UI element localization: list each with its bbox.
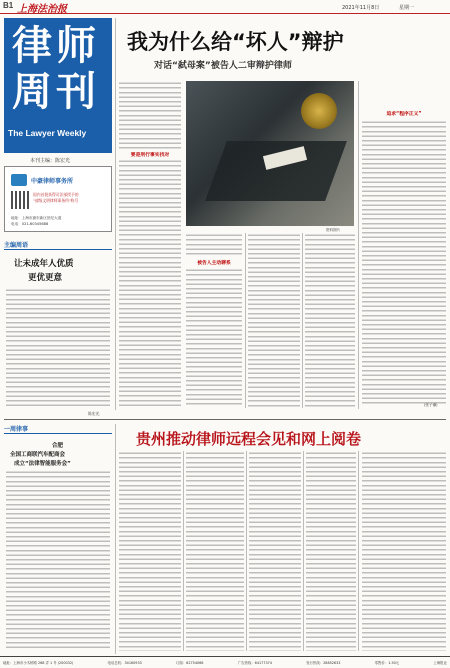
ad-line-4: 电话：021-60345688 xyxy=(11,222,49,226)
header-bar xyxy=(0,0,450,14)
sidebar-author: 陈宏光 xyxy=(88,411,100,416)
footer-printer: 上海报业 xyxy=(433,661,447,665)
photo-seal-icon xyxy=(301,93,337,129)
bottom-article-col-1 xyxy=(119,451,181,651)
ad-line-2: "部级文明律师事务所"称号 xyxy=(33,198,79,203)
main-article-col-4 xyxy=(305,233,355,407)
main-article-col-2 xyxy=(186,233,242,255)
ad-logo-icon xyxy=(11,174,27,186)
masthead-box xyxy=(4,18,112,153)
main-article-col-1 xyxy=(119,81,181,149)
footer-phone: 电话总机：34160933 xyxy=(107,661,142,665)
news-brief-headline-2: 成立“法律智能服务会” xyxy=(14,461,71,467)
main-sign-2: (张子潮) xyxy=(424,403,438,407)
photo-caption: 资料图片 xyxy=(326,228,341,232)
main-article-col-2b xyxy=(186,268,242,407)
bottom-article-col-5 xyxy=(362,451,446,651)
main-subhead-2: 被告人主动聊系 xyxy=(197,261,231,266)
ad-title: 中豪律师事务所 xyxy=(31,178,74,185)
bottom-article-col-2 xyxy=(186,451,244,651)
sidebar-title-2: 更优更意 xyxy=(28,273,63,283)
masthead-title-1: 律师 xyxy=(12,23,100,69)
main-subhead-1: 要是刑行事实找对 xyxy=(130,153,170,158)
main-article-title: 我为什么给“坏人”辩护 xyxy=(127,30,344,54)
bottom-article-col-3 xyxy=(249,451,301,651)
main-subhead-3: 追求“程序正义” xyxy=(386,112,422,117)
courtroom-photo xyxy=(186,81,354,226)
footer-bar xyxy=(0,656,450,668)
page-code: B1 xyxy=(3,1,14,10)
footer-ad: 广告热线：64177374 xyxy=(237,661,272,665)
footer-address: 地址：上海市小木桥路 268 弄 1 号 (200032) xyxy=(3,661,74,665)
editor-line: 本刊主编：陈宏光 xyxy=(30,158,71,164)
sidebar-title-1: 让未成年人优质 xyxy=(14,259,74,269)
footer-subscribe: 订阅：62754066 xyxy=(176,661,204,665)
masthead-title-2: 周刊 xyxy=(12,69,100,115)
masthead-english: The Lawyer Weekly xyxy=(8,128,87,138)
footer-price: 零售价：1.50元 xyxy=(374,661,400,665)
header-date: 2021年11月8日 xyxy=(342,5,380,11)
main-article-col-right xyxy=(362,120,446,406)
ad-box xyxy=(4,166,112,232)
news-brief-section: 一周律事 xyxy=(4,426,29,433)
sidebar-section-label: 主编周语 xyxy=(4,242,29,249)
news-brief-body xyxy=(6,470,110,650)
main-article-col-1b xyxy=(119,159,181,407)
bottom-article-col-4 xyxy=(306,451,356,651)
main-article-subtitle: 对话“弑母案”被告人二审辩护律师 xyxy=(154,61,292,71)
ad-line-1: 国内首批获得司法部授予的 xyxy=(33,192,79,197)
paper-name: 上海法治报 xyxy=(17,4,67,15)
news-brief-headline-1: 全国工商联汽车配商会 xyxy=(10,452,66,458)
sidebar-body-text xyxy=(6,288,110,408)
ad-qr-code xyxy=(11,191,29,209)
main-article-col-3 xyxy=(248,233,300,407)
footer-hotline: 发行热线：28852633 xyxy=(306,661,341,665)
header-weekday: 星期一 xyxy=(399,5,415,11)
news-brief-city: 合肥 xyxy=(52,443,64,449)
bottom-article-title: 贵州推动律师远程会见和网上阅卷 xyxy=(136,430,362,448)
ad-line-3: 地址：上海市浦东新区世纪大道 xyxy=(11,216,62,220)
